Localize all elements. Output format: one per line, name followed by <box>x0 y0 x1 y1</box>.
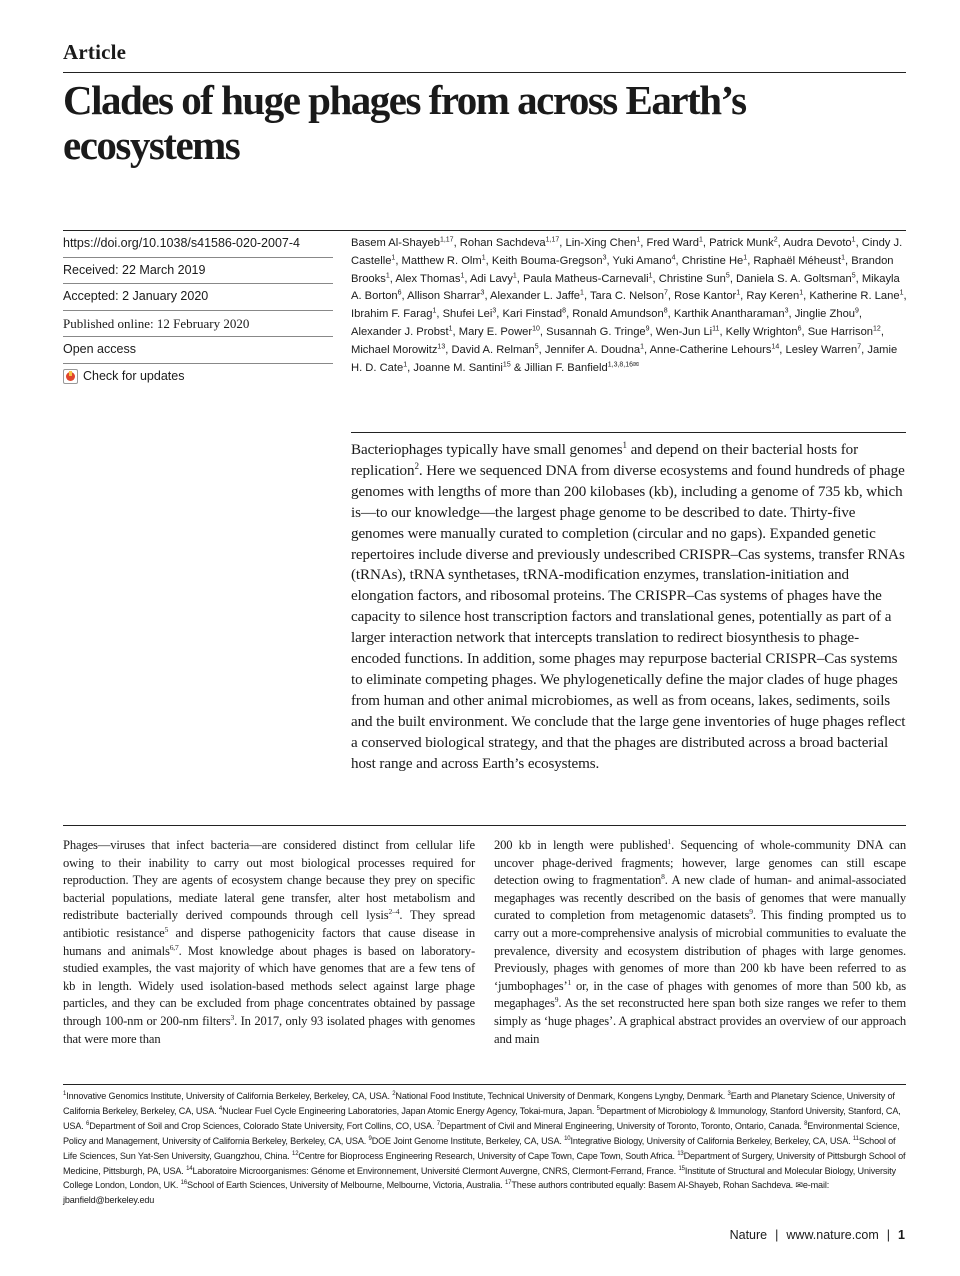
author-name[interactable]: Raphaël Méheust <box>753 254 842 267</box>
citation-ref: 8 <box>804 1120 808 1127</box>
author-name[interactable]: Fred Ward <box>646 237 699 249</box>
author-affiliation: 15 <box>502 360 511 368</box>
article-type-label: Article <box>63 40 127 64</box>
author-name[interactable]: Adi Lavy <box>469 272 513 285</box>
author-affiliation: 3 <box>784 307 789 315</box>
author-name[interactable]: Cindy J. Castelle <box>351 237 903 267</box>
author-affiliation: 1 <box>460 271 465 279</box>
body-column-right <box>494 837 906 1048</box>
author-affiliation: 14 <box>771 343 780 351</box>
text-run: Department of Surgery, University of Pittsburgh School of Medicine, Pittsburgh, PA, USA. <box>63 1150 906 1176</box>
author-name[interactable]: Rohan Sachdeva <box>459 237 546 249</box>
text-run: . Sequencing of whole-community DNA can uncover phage-derived fragments; however, large genomes can still escape detection owing to fragmentation <box>494 838 906 888</box>
top-divider <box>63 72 906 73</box>
author-affiliation: 11 <box>712 325 720 333</box>
author-name[interactable]: Shufei Lei <box>442 308 493 321</box>
body-divider <box>63 825 906 826</box>
citation-ref: 4 <box>218 1105 223 1112</box>
citation-ref: 9 <box>554 995 559 1005</box>
author-affiliation: 3 <box>602 254 607 262</box>
author-name[interactable]: Kelly Wrighton <box>725 325 798 338</box>
doi-link[interactable]: https://doi.org/10.1038/s41586-020-2007-4 <box>63 231 333 258</box>
author-name[interactable]: Christine He <box>681 254 744 267</box>
text-run: . As the set reconstructed here span both size ranges we refer to them simply as ‘huge phages’. A graphical abstract provides an overview of our approach and main <box>494 996 906 1046</box>
author-name[interactable]: Karthik Anantharaman <box>673 308 785 321</box>
footer-separator: | <box>775 1228 779 1242</box>
author-affiliation: 6 <box>797 325 802 333</box>
author-affiliation: 5 <box>851 271 856 279</box>
text-run: 200 kb in length were published <box>494 838 668 852</box>
text-run: Centre for Bioprocess Engineering Research, University of Cape Town, Cape Town, South Africa. <box>298 1150 678 1161</box>
author-affiliation: 1,17 <box>439 236 454 244</box>
author-name[interactable]: Lin-Xing Chen <box>565 237 637 249</box>
citation-ref: 5 <box>164 924 169 934</box>
journal-name: Nature <box>729 1228 768 1242</box>
author-name[interactable]: Audra Devoto <box>783 237 852 249</box>
citation-ref: 2–4 <box>388 907 400 917</box>
author-affiliation: 9 <box>855 307 859 315</box>
author-name[interactable]: Tara C. Nelson <box>589 290 664 303</box>
crossmark-icon <box>63 369 78 384</box>
text-run: National Food Institute, Technical University of Denmark, Kongens Lyngby, Denmark. <box>395 1091 728 1101</box>
citation-ref: 11 <box>852 1135 859 1142</box>
author-affiliation: 1 <box>512 271 517 279</box>
text-run: . Here we sequenced DNA from diverse ecosystems and found hundreds of phage genomes with lengths of more than 200 kilobases (kb), including a genome of 735 kb, which is—to our knowledge—the largest phage genome to be described to date. Thirty-five genomes were manually curated to completion (circular and no gaps). Expanded genetic repertoires include diverse and previously undescribed CRISPR–Cas systems, transfer RNAs (tRNAs), tRNA synthetases, tRNA-modification enzymes, translation-initiation and elongation factors, and ribosomal proteins. The CRISPR–Cas systems of phages have the capacity to silence host transcription factors and translational genes, potentially as part of a larger interaction network that intercepts translation to redirect biosynthesis to phage-encoded functions. In addition, some phages may repurpose bacterial CRISPR–Cas systems to eliminate competing phages. We phylogenetically define the major clades of huge phages from human and other animal microbiomes, as well as from oceans, lakes, sediments, soils and the built environment. We conclude that the large gene inventories of huge phages reflect a conserved biological strategy, and that the phages are distributed across a broad bacterial host range and across Earth’s ecosystems. <box>351 462 906 772</box>
author-name[interactable]: David A. Relman <box>451 343 535 356</box>
citation-ref: 5 <box>596 1105 600 1112</box>
text-run: . A new clade of human- and animal-associated megaphages was recently described on the basis of genomes that were manually curated to completion from metagenomic datasets <box>494 873 906 923</box>
author-name[interactable]: Basem Al-Shayeb <box>351 237 440 249</box>
text-run: and disperse pathogenicity factors that cause disease in humans and animals <box>63 925 475 958</box>
author-name[interactable]: Sue Harrison <box>807 325 874 338</box>
citation-ref: 1 <box>622 439 627 450</box>
author-name[interactable]: Lesley Warren <box>785 343 858 356</box>
body-column-left <box>63 837 475 1048</box>
page-number: 1 <box>898 1228 905 1242</box>
footnote-divider <box>63 1084 906 1085</box>
author-affiliation: 8 <box>663 307 668 315</box>
author-affiliation: 12 <box>873 325 881 333</box>
author-affiliation: 1 <box>698 236 703 244</box>
citation-ref: 7 <box>436 1120 440 1127</box>
text-run: These authors contributed equally: Basem Al-Shayeb, Rohan Sachdeva. <box>511 1180 796 1191</box>
author-name[interactable]: Allison Sharrar <box>407 290 481 303</box>
author-affiliation: 7 <box>663 289 668 297</box>
citation-ref: 6 <box>86 1120 90 1127</box>
author-name[interactable]: Jinglie Zhou <box>794 308 856 321</box>
text-run: Integrative Biology, University of California Berkeley, Berkeley, CA, USA. <box>570 1135 853 1146</box>
author-affiliation: 1 <box>391 254 396 262</box>
author-name[interactable]: Keith Bouma-Gregson <box>491 254 603 267</box>
citation-ref: 14 <box>186 1165 193 1172</box>
footer-separator: | <box>886 1228 891 1242</box>
received-date: Received: 22 March 2019 <box>63 258 333 285</box>
author-name[interactable]: Paula Matheus-Carnevali <box>523 272 649 285</box>
author-name[interactable]: Alexander J. Probst <box>351 325 449 338</box>
author-name[interactable]: Jennifer A. Doudna <box>544 343 641 356</box>
author-name[interactable]: Michael Morowitz <box>351 343 438 356</box>
journal-url[interactable]: www.nature.com <box>786 1228 879 1242</box>
author-name[interactable]: Jamie H. D. Cate <box>351 343 898 374</box>
author-affiliation: 1 <box>841 254 846 262</box>
text-run: Laboratoire Microorganismes: Génome et Environnement, Université Clermont Auvergne, CNRS, Clermont-Ferrand, France. <box>192 1165 679 1176</box>
author-affiliation: 1,3,8,16✉ <box>607 360 639 368</box>
author-name[interactable]: Rose Kantor <box>674 290 737 303</box>
accepted-date: Accepted: 2 January 2020 <box>63 284 333 311</box>
author-affiliation: 1 <box>851 236 856 244</box>
author-affiliation: 4 <box>671 254 676 262</box>
text-run: . In 2017, only 93 isolated phages with genomes that were more than <box>63 1013 475 1046</box>
citation-ref: 9 <box>749 907 753 917</box>
citation-ref: 3 <box>230 1012 235 1022</box>
text-run: . This finding prompted us to carry out a more-comprehensive analysis of microbial communities to evaluate the prevalence, diversity and ecosystem distribution of phages with large genomes. Previously, phages with genomes of more than 200 kb have been referred to as ‘jumbophages’ <box>494 908 906 993</box>
author-affiliation: 1 <box>743 254 748 262</box>
author-name[interactable]: Kari Finstad <box>502 308 563 321</box>
text-run: ✉e-mail: jbanfield@berkeley.edu <box>63 1180 830 1206</box>
citation-ref: 8 <box>661 872 665 881</box>
open-access-label: Open access <box>63 337 333 364</box>
author-name[interactable]: Christine Sun <box>658 272 726 285</box>
author-name[interactable]: Wen-Jun Li <box>655 325 713 338</box>
page-footer <box>730 1228 905 1242</box>
author-name[interactable]: Katherine R. Lane <box>809 290 900 303</box>
author-affiliation: 5 <box>725 271 730 279</box>
citation-ref: 13 <box>677 1150 684 1157</box>
author-affiliation: 3 <box>492 307 497 315</box>
check-updates-button[interactable] <box>63 364 333 390</box>
text-run: and depend on their bacterial hosts for replication <box>351 442 859 479</box>
author-name[interactable]: Matthew R. Olm <box>401 254 482 267</box>
citation-ref: 1 <box>567 977 572 987</box>
text-run: School of Life Sciences, Sun Yat-Sen University, Guangzhou, China. <box>63 1135 896 1161</box>
text-run: . They spread antibiotic resistance <box>63 908 475 940</box>
citation-ref: 6,7 <box>169 942 179 952</box>
author-affiliation: 5 <box>534 343 539 351</box>
citation-ref: 2 <box>414 460 419 471</box>
author-name[interactable]: Susannah G. Tringe <box>546 325 646 338</box>
author-name[interactable]: Patrick Munk <box>709 237 774 249</box>
citation-ref: 3 <box>727 1090 731 1097</box>
author-name[interactable]: Jillian F. Banfield <box>524 361 608 374</box>
author-affiliation: 1 <box>648 271 653 279</box>
author-affiliation: 1 <box>448 325 453 333</box>
text-run: Innovative Genomics Institute, University of California Berkeley, Berkeley, CA, USA. <box>66 1091 393 1101</box>
citation-ref: 9 <box>368 1135 372 1142</box>
citation-ref: 16 <box>180 1180 188 1187</box>
author-affiliation: 1 <box>432 307 437 315</box>
author-name[interactable]: Joanne M. Santini <box>413 361 503 374</box>
author-affiliation: 1 <box>636 236 641 244</box>
citation-ref: 12 <box>292 1150 299 1157</box>
text-run: DOE Joint Genome Institute, Berkeley, CA, USA. <box>371 1135 565 1146</box>
citation-ref: 1 <box>63 1090 67 1097</box>
affiliations-footnote <box>63 1089 908 1208</box>
author-name[interactable]: Yuki Amano <box>612 254 672 267</box>
text-run: Institute of Structural and Molecular Biology, University College London, London, UK. <box>63 1165 896 1191</box>
author-affiliation: 9 <box>645 325 650 333</box>
author-name[interactable]: Ray Keren <box>746 290 800 303</box>
author-name[interactable]: Brandon Brooks <box>351 254 894 285</box>
text-run: Phages—viruses that infect bacteria—are considered distinct from cellular life owing to their inability to carry out most biological processes required for reproduction. They are agents of ecosystem change because they prey on specific bacterial populations, mediate lateral gene transfer, alter host metabolism and redistribute bacterially derived compounds through cell lysis <box>63 838 475 923</box>
text-run: . Most knowledge about phages is based on laboratory-studied examples, the vast majority of which have genomes that are a few tens of kb in length. Widely used isolation-based methods select against large phage particles, and they can be excluded from phage concentrates obtained by passage through 100-nm or 200-nm filters <box>63 943 475 1028</box>
author-name[interactable]: Alex Thomas <box>395 272 461 285</box>
author-affiliation: 3 <box>480 289 485 297</box>
citation-ref: 1 <box>667 836 672 846</box>
author-affiliation: 6 <box>397 289 402 297</box>
citation-ref: 15 <box>678 1165 685 1172</box>
author-affiliation: 1 <box>481 254 486 262</box>
author-name[interactable]: Ibrahim F. Farag <box>351 308 433 321</box>
citation-ref: 2 <box>392 1090 396 1097</box>
abstract-divider <box>351 432 906 433</box>
author-affiliation: 2 <box>773 236 778 244</box>
author-name[interactable]: Mary E. Power <box>458 325 533 338</box>
text-run: Environmental Science, Policy and Management, University of California Berkeley, Berkeley, CA, USA. <box>63 1120 900 1146</box>
text-run: Department of Soil and Crop Sciences, Colorado State University, Fort Collins, CO, USA. <box>89 1120 437 1131</box>
check-updates-label: Check for updates <box>83 368 185 383</box>
author-name[interactable]: Ronald Amundson <box>572 308 664 321</box>
author-affiliation: 7 <box>857 343 862 351</box>
article-title: Clades of huge phages from across Earth’s ecosystems <box>63 77 746 168</box>
author-affiliation: 1 <box>899 289 904 297</box>
author-name[interactable]: Alexander L. Jaffe <box>490 290 581 303</box>
text-run: Earth and Planetary Science, University of California Berkeley, Berkeley, CA, USA. <box>63 1091 895 1116</box>
abstract <box>351 440 907 775</box>
text-run: Nuclear Fuel Cycle Engineering Laboratories, Japan Atomic Energy Agency, Tokai-mura, Japan. <box>222 1105 597 1116</box>
author-affiliation: 1 <box>640 343 644 351</box>
published-date: Published online: 12 February 2020 <box>63 311 333 338</box>
author-affiliation: 1,17 <box>545 236 560 244</box>
author-affiliation: 1 <box>736 289 741 297</box>
author-name[interactable]: Anne-Catherine Lehours <box>649 343 772 356</box>
text-run: School of Earth Sciences, University of Melbourne, Melbourne, Victoria, Australia. <box>187 1180 505 1191</box>
author-affiliation: 1 <box>580 289 584 297</box>
author-name[interactable]: Mikayla A. Borton <box>351 272 900 303</box>
author-affiliation: 1 <box>403 360 408 368</box>
text-run: Department of Civil and Mineral Engineering, University of Toronto, Toronto, Ontario, Canada. <box>439 1120 805 1131</box>
author-affiliation: 1 <box>385 271 390 279</box>
text-run: Bacteriophages typically have small genomes <box>351 442 623 458</box>
citation-ref: 17 <box>504 1180 512 1187</box>
text-run: or, in the case of phages with genomes of more than 500 kb, as megaphages <box>494 978 906 1011</box>
text-run: Department of Microbiology & Immunology, Stanford University, Stanford, CA, USA. <box>63 1105 901 1131</box>
author-name[interactable]: Daniela S. A. Goltsman <box>736 272 852 285</box>
citation-ref: 10 <box>564 1135 571 1142</box>
author-affiliation: 1 <box>799 289 804 297</box>
author-affiliation: 8 <box>562 307 567 315</box>
author-list: Basem Al-Shayeb$^{1,17}$, Rohan Sachdeva$^{1,17}$, Lin-Xing Chen$^1$, Fred Ward$^1$, Patrick Munk$^2$, Audra Devoto$^1$, Cindy J. Castelle$^1$, Matthew R. Olm$^1$, Keith Bouma-Gregson$^3$, Yuki Amano$^4$, Christine He$^1$, Raphaël Méheust$^1$, Brandon Brooks$^1$, Alex Thomas$^1$, Adi Lavy$^1$, Paula Matheus-Carnevali$^1$, Christine Sun$^5$, Daniela S. A. Goltsman$^5$, Mikayla A. Borton$^6$, Allison Sharrar$^3$, Alexander L. Jaffe$^1$, Tara C. Nelson$^7$, Rose Kantor$^1$, Ray Keren$^1$, Katherine R. Lane$^1$, Ibrahim F. Farag$^1$, Shufei Lei$^3$, Kari Finstad$^8$, Ronald Amundson$^8$, Karthik Anantharaman$^3$, Jinglie Zhou$^9$, Alexander J. Probst$^1$, Mary E. Power$^{10}$, Susannah G. Tringe$^9$, Wen-Jun Li$^{11}$, Kelly Wrighton$^6$, Sue Harrison$^{12}$, Michael Morowitz$^{13}$, David A. Relman$^5$, Jennifer A. Doudna$^1$, Anne-Catherine Lehours$^{14}$, Lesley Warren$^7$, Jamie H. D. Cate$^1$, Joanne M. Santini$^{15}$ & Jillian F. Banfield$^{1,3,8,16✉}$ <box>351 236 907 374</box>
author-affiliation: 13 <box>437 343 446 351</box>
author-affiliation: 10 <box>532 325 540 333</box>
article-metadata <box>63 231 333 389</box>
